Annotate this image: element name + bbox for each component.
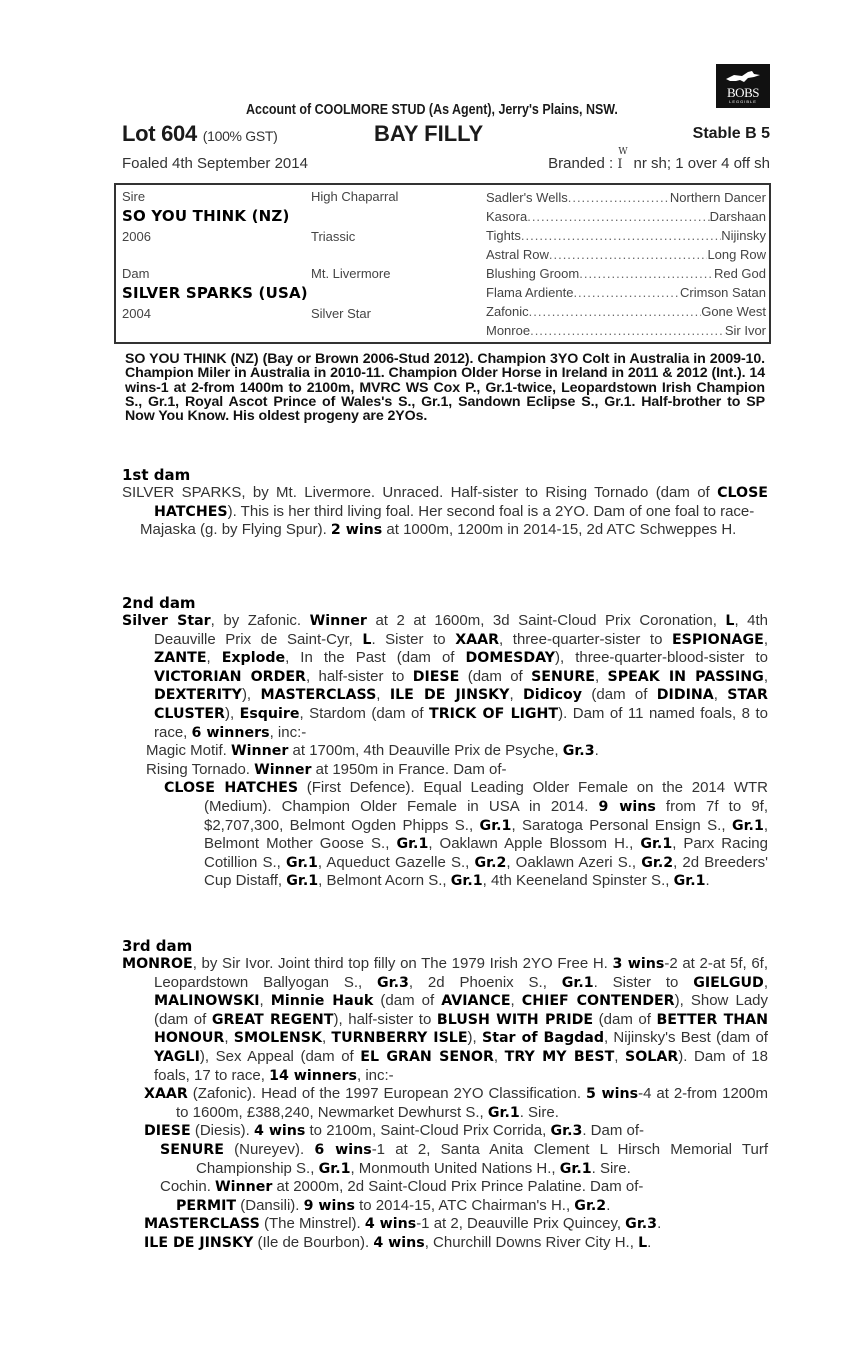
grandparent-row: Kasora ..... Darshaan [486,207,766,226]
sire-dam: Triassic [311,229,356,244]
produce-record: PERMIT (Dansili). 9 wins to 2014-15, ATC Chairman's H., Gr.2. [176,1196,611,1214]
sire-summary: SO YOU THINK (NZ) (Bay or Brown 2006-Stud 2012). Champion 3YO Colt in Australia in 2009-10. Champion Miler in Australia in 2010-11. Champion Older Horse in Ireland in 2011 & 2012 (Int.). 14 wins-1 at 2-from 1400m to 2100m, MVRC WS Cox P., Gr.1-twice, Leopardstown Irish Champion S., Gr.1, Royal Ascot Prince of Wales's S., Gr.1, Sandown Eclipse S., Gr.1. Half-brother to SP Now You Know. His oldest progeny are 2YOs. [125,351,765,425]
lot-header [122,121,770,147]
foaled-date: Foaled 4th September 2014 [122,155,308,172]
grandparent-row: Tights ..... Nijinsky [486,226,766,245]
grandparent-row: Astral Row ..... Long Row [486,245,766,264]
pedigree-table [114,183,771,344]
dam-sire: Mt. Livermore [311,266,391,281]
sire-name: SO YOU THINK (NZ) [122,207,290,225]
produce-record: MASTERCLASS (The Minstrel). 4 wins-1 at 2, Deauville Prix Quincey, Gr.3. [144,1215,662,1233]
dam-year: 2004 [122,306,151,321]
lot-number [122,121,278,147]
grandparent-row: Blushing Groom ..... Red God [486,264,766,283]
gst-note: (100% GST) [202,128,278,144]
vendor-line: Account of COOLMORE STUD (As Agent), Jerry's Plains, NSW. [246,102,618,118]
first-dam-section [122,466,768,540]
sire-year: 2006 [122,229,151,244]
first-dam-text: SILVER SPARKS, by Mt. Livermore. Unraced. Half-sister to Rising Tornado (dam of CLOSE HATCHES). This is her third living foal. Her second foal is a 2YO. Dam of one foal to race- [122,484,768,520]
produce-record: Rising Tornado. Winner at 1950m in France. Dam of- [146,760,507,778]
lot-label: Lot 604 [122,121,197,146]
first-dam-heading: 1st dam [122,466,191,484]
grandparent-row: Sadler's Wells ..... Northern Dancer [486,188,766,207]
sire-label: Sire [122,189,146,204]
grandparent-row: Flama Ardiente ..... Crimson Satan [486,283,766,302]
dam-dam: Silver Star [311,306,371,321]
grandparents-column [486,188,766,340]
produce-record: DIESE (Diesis). 4 wins to 2100m, Saint-Cloud Prix Corrida, Gr.3. Dam of- [144,1122,645,1140]
dam-name: SILVER SPARKS (USA) [122,284,308,302]
grandparent-row: Monroe ..... Sir Ivor [486,321,766,340]
stable-location: Stable B 5 [692,125,770,142]
logo-brand-text: BOBS [727,85,759,100]
produce-record: Cochin. Winner at 2000m, 2d Saint-Cloud Prix Prince Palatine. Dam of- [160,1178,644,1196]
produce-record: Majaska (g. by Flying Spur). 2 wins at 1000m, 1200m in 2014-15, 2d ATC Schweppes H. [140,521,737,539]
branded-label: Branded : [548,155,614,172]
second-dam-section [122,594,768,891]
produce-record: XAAR (Zafonic). Head of the 1997 European 2YO Classification. 5 wins-4 at 2-from 1200m to 1600m, £388,240, Newmarket Dewhurst S., Gr.1. Sire. [144,1085,768,1121]
grandparent-row: Zafonic ..... Gone West [486,302,766,321]
branded-info [548,147,770,172]
third-dam-heading: 3rd dam [122,937,193,955]
flying-horse-icon [724,69,762,85]
sire-sire: High Chaparral [311,189,399,204]
produce-record: Magic Motif. Winner at 1700m, 4th Deauville Prix de Psyche, Gr.3. [146,742,599,760]
brand-mark-icon: W I [617,147,628,172]
branded-text: nr sh; 1 over 4 off sh [633,155,770,172]
horse-sex-colour: BAY FILLY [374,121,484,146]
produce-record: CLOSE HATCHES (First Defence). Equal Leading Older Female on the 2014 WTR (Medium). Champion Older Female in USA in 2014. 9 wins from 7f to 9f, $2,707,300, Belmont Ogden Phipps S., Gr.1, Saratoga Personal Ensign S., Gr.1, Belmont Mother Goose S., Gr.1, Oaklawn Apple Blossom H., Gr.1, Parx Racing Cotillion S., Gr.1, Aqueduct Gazelle S., Gr.2, Oaklawn Azeri S., Gr.2, 2d Breeders' Cup Distaff, Gr.1, Belmont Acorn S., Gr.1, 4th Keeneland Spinster S., Gr.1. [164,779,769,890]
dam-label: Dam [122,266,150,281]
second-dam-heading: 2nd dam [122,594,196,612]
logo-sub-text: LEGGIBLE [729,99,757,104]
third-dam-section [122,937,768,1253]
second-dam-text: Silver Star, by Zafonic. Winner at 2 at 1600m, 3d Saint-Cloud Prix Coronation, L, 4th Deauville Prix de Saint-Cyr, L. Sister to XAAR, three-quarter-sister to ESPIONAGE, ZANTE, Explode, In the Past (dam of DOMESDAY), three-quarter-blood-sister to VICTORIAN ORDER, half-sister to DIESE (dam of SENURE, SPEAK IN PASSING, DEXTERITY), MASTERCLASS, ILE DE JINSKY, Didicoy (dam of DIDINA, STAR CLUSTER), Esquire, Stardom (dam of TRICK OF LIGHT). Dam of 11 named foals, 8 to race, 6 winners, inc:- [122,612,769,741]
produce-record: ILE DE JINSKY (Ile de Bourbon). 4 wins, Churchill Downs River City H., L. [144,1233,652,1251]
third-dam-text: MONROE, by Sir Ivor. Joint third top filly on The 1979 Irish 2YO Free H. 3 wins-2 at 2-at 5f, 6f, Leopardstown Ballyogan S., Gr.3, 2d Phoenix S., Gr.1. Sister to GIELGUD, MALINOWSKI, Minnie Hauk (dam of AVIANCE, CHIEF CONTENDER), Show Lady (dam of GREAT REGENT), half-sister to BLUSH WITH PRIDE (dam of BETTER THAN HONOUR, SMOLENSK, TURNBERRY ISLE), Star of Bagdad, Nijinsky's Best (dam of YAGLI), Sex Appeal (dam of EL GRAN SENOR, TRY MY BEST, SOLAR). Dam of 18 foals, 17 to race, 14 winners, inc:- [122,955,769,1084]
produce-record: SENURE (Nureyev). 6 wins-1 at 2, Santa Anita Clement L Hirsch Memorial Turf Championship S., Gr.1, Monmouth United Nations H., Gr.1. Sire. [160,1140,768,1177]
